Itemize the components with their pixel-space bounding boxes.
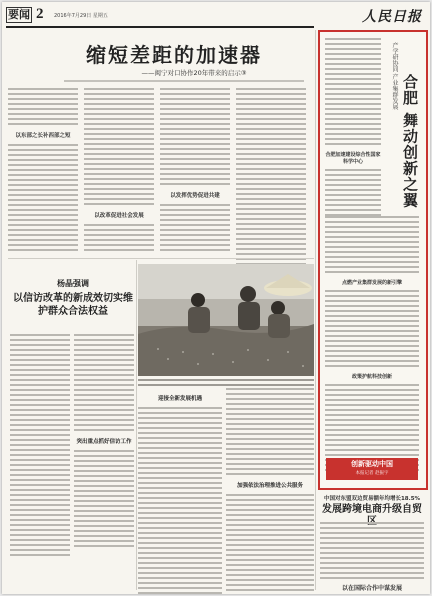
bottom-mid-column-1 — [138, 388, 222, 594]
masthead-rule — [6, 26, 314, 28]
photo-caption — [138, 379, 314, 386]
feature-end-sub: 本报记者 赵振宇 — [355, 471, 389, 476]
left-story-subhead: 突出重点抓好信访工作 — [76, 439, 132, 445]
lead-subtitle: ——闽宁对口协作20年带来的启示③ — [141, 69, 247, 77]
column-rule-2 — [315, 30, 316, 590]
feature-body — [325, 216, 419, 471]
left-story-column-2 — [74, 334, 134, 547]
lead-column-1 — [8, 88, 78, 251]
feature-end-label — [326, 458, 418, 480]
left-story-title: 以信访改革的新成效切实维护群众合法权益 — [13, 293, 133, 317]
bottom-right-body — [320, 522, 424, 579]
lead-column-3 — [160, 88, 230, 251]
lead-headline: 缩短差距的加速器 — [86, 43, 262, 67]
feature-subhead-1: 合肥加速建设综合性国家科学中心 — [325, 152, 381, 165]
left-story-kicker: 杨晶强调 — [57, 279, 89, 288]
column-rule-1 — [136, 260, 137, 590]
bottom-right-kicker: 中国对东盟双边贸易额年均增长18.5% — [323, 496, 421, 502]
newspaper-logo: 人民日报 — [362, 9, 422, 25]
section-label: 要闻 — [8, 8, 30, 21]
left-story-headline — [10, 278, 136, 318]
issue-date: 2016年7月29日 星期五 — [54, 13, 108, 19]
lead-column-4 — [236, 88, 306, 280]
lead-body — [8, 88, 312, 248]
lead-subhead-3: 以改革促进社会发展 — [94, 213, 144, 219]
page-number: 2 — [36, 6, 44, 22]
lead-subhead-2: 以发挥优势促进共建 — [170, 193, 220, 199]
lead-subhead-1: 以东部之长补西部之短 — [15, 133, 71, 139]
news-photo — [138, 264, 314, 376]
newspaper-page — [2, 2, 430, 594]
left-story-column-1 — [10, 334, 70, 556]
bottom-mid-column-2 — [226, 388, 314, 591]
bottom-mid-subhead-3: 加强依法治理推进公共服务 — [236, 483, 303, 489]
bottom-mid-subhead-1: 迎接全新发展机遇 — [157, 396, 202, 402]
feature-kicker: 产学研协同 产业集群发展 — [391, 42, 398, 110]
lead-column-2 — [84, 88, 154, 251]
bottom-right-title: 发展跨境电商升级自贸 — [322, 504, 422, 515]
bottom-right-footer: 以在国际合作中谋发展 — [341, 585, 402, 592]
feature-box — [318, 30, 428, 490]
section-rule — [8, 258, 314, 259]
feature-subhead-2: 点燃产业集群发展的新引擎 — [341, 280, 402, 286]
feature-intro-text — [325, 38, 381, 216]
feature-title: 合肥 舞动创新之翼 — [401, 74, 419, 209]
masthead — [6, 6, 426, 26]
lead-byline-bar — [64, 80, 304, 82]
feature-end-title: 创新驱动中国 — [351, 460, 393, 468]
photo-illustration — [138, 264, 314, 376]
feature-subhead-3: 政策护航科技创新 — [351, 374, 392, 380]
